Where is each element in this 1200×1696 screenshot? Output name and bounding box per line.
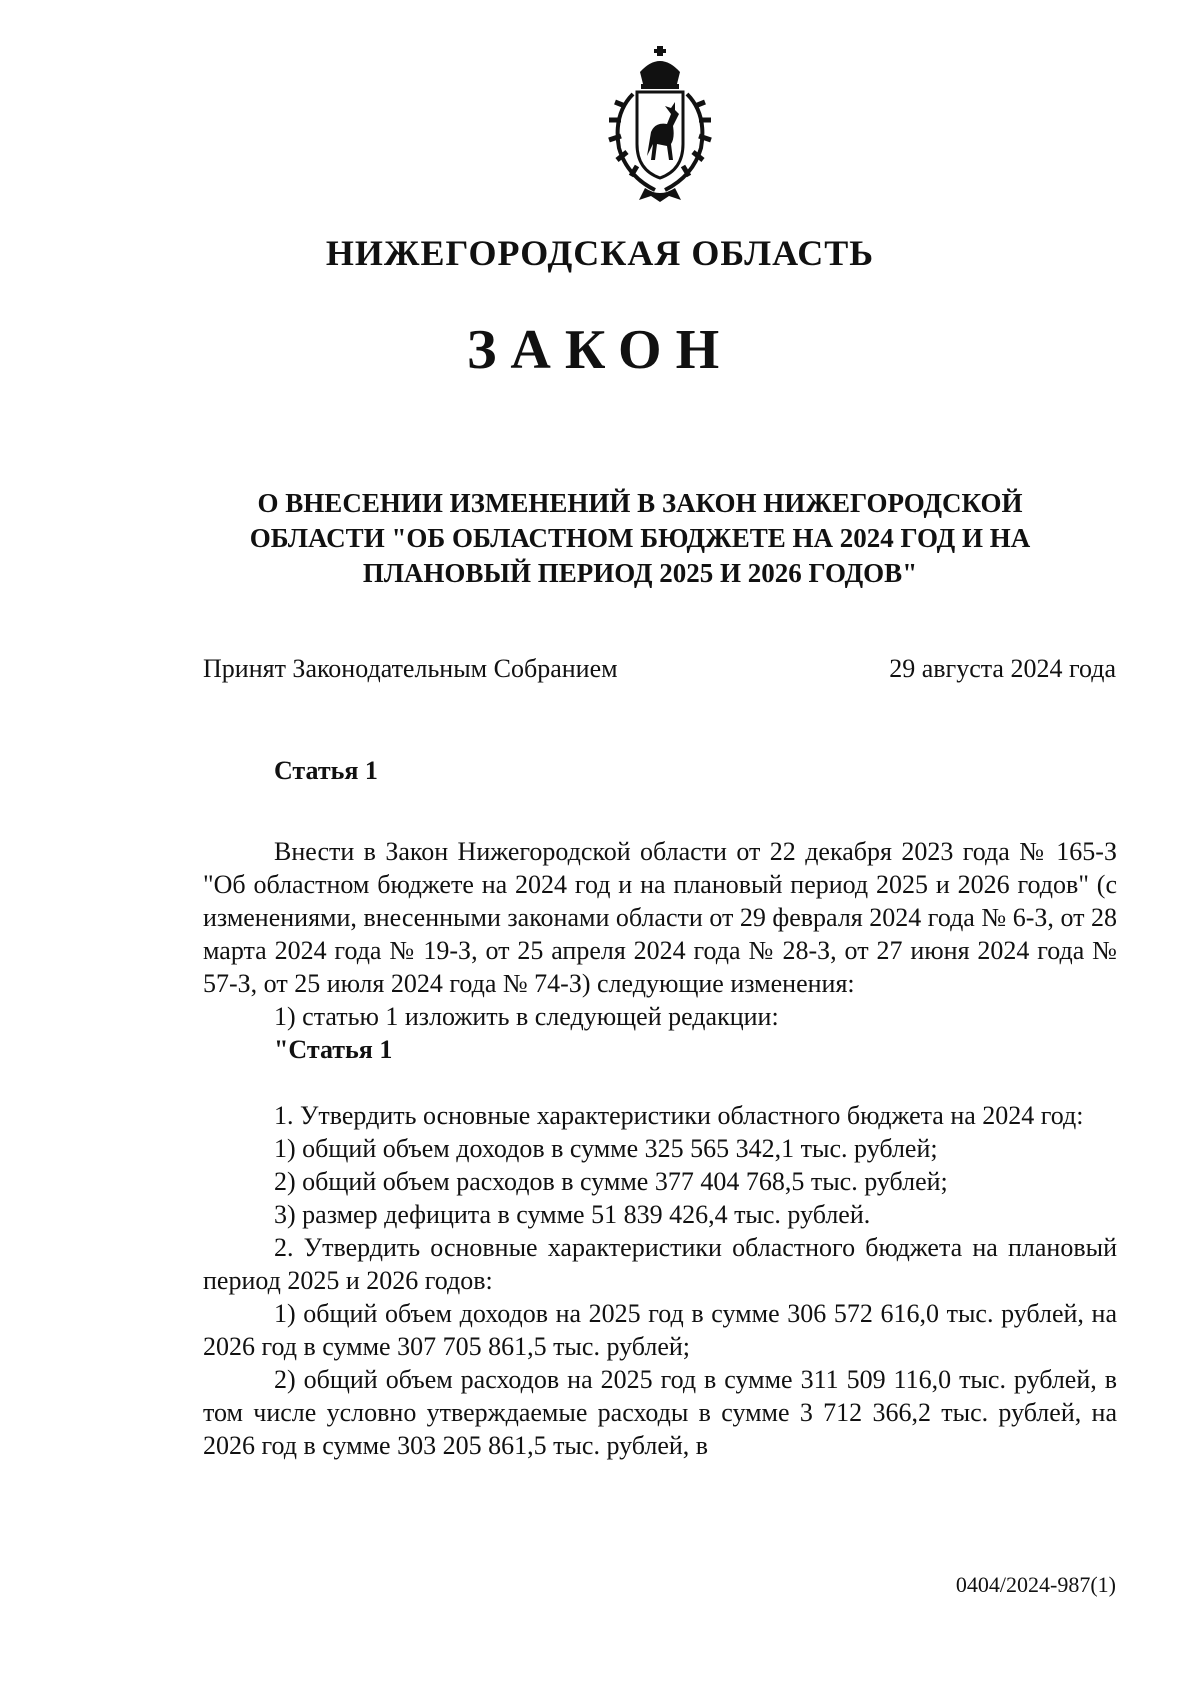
region-title: НИЖЕГОРОДСКАЯ ОБЛАСТЬ [325, 233, 875, 273]
paragraph-1: 1. Утвердить основные характеристики областного бюджета на 2024 год: [274, 1101, 1084, 1130]
law-subject-line: ПЛАНОВЫЙ ПЕРИОД 2025 И 2026 ГОДОВ" [362, 558, 918, 588]
adopted-by: Принят Законодательным Собранием [203, 654, 618, 683]
paragraph-change-1: 1) статью 1 изложить в следующей редакции: [274, 1002, 779, 1031]
adopted-date: 29 августа 2024 года [889, 654, 1116, 683]
coat-of-arms-icon [585, 44, 735, 204]
paragraph-2-1: 1) общий объем доходов на 2025 год в сумме 306 572 616,0 тыс. рублей, на 2026 год в сумме 307 705 861,5 тыс. рублей; [203, 1299, 1117, 1361]
paragraph-1-2: 2) общий объем расходов в сумме 377 404 768,5 тыс. рублей; [274, 1167, 948, 1196]
quoted-article-title: "Статья 1 [274, 1035, 393, 1064]
law-subject-line: О ВНЕСЕНИИ ИЗМЕНЕНИЙ В ЗАКОН НИЖЕГОРОДСКОЙ [257, 488, 1023, 518]
paragraph-1-3: 3) размер дефицита в сумме 51 839 426,4 тыс. рублей. [274, 1200, 871, 1229]
document-type-title: ЗАКОН [466, 319, 734, 381]
article-title: Статья 1 [274, 756, 378, 785]
law-subject-line: ОБЛАСТИ "ОБ ОБЛАСТНОМ БЮДЖЕТЕ НА 2024 ГОД И НА [249, 523, 1031, 553]
document-body [203, 754, 1117, 1462]
paragraph-2-2: 2) общий объем расходов на 2025 год в сумме 311 509 116,0 тыс. рублей, в том числе условно утверждаемые расходы в сумме 3 712 366,2 тыс. рублей, на 2026 год в сумме 303 205 861,5 тыс. рублей, в [203, 1365, 1117, 1460]
law-subject [200, 486, 1080, 591]
paragraph-2: 2. Утвердить основные характеристики областного бюджета на плановый период 2025 и 2026 годов: [203, 1233, 1117, 1295]
paragraph-1-1: 1) общий объем доходов в сумме 325 565 342,1 тыс. рублей; [274, 1134, 938, 1163]
paragraph-intro: Внести в Закон Нижегородской области от 22 декабря 2023 года № 165-З "Об областном бюджете на 2024 год и на плановый период 2025 и 2026 годов" (с изменениями, внесенными законами области от 29 февраля 2024 года № 6-З, от 28 марта 2024 года № 19-З, от 25 апреля 2024 года № 28-З, от 27 июня 2024 года № 57-З, от 25 июля 2024 года № 74-З) следующие изменения: [203, 837, 1117, 998]
document-number: 0404/2024-987(1) [955, 1572, 1116, 1597]
